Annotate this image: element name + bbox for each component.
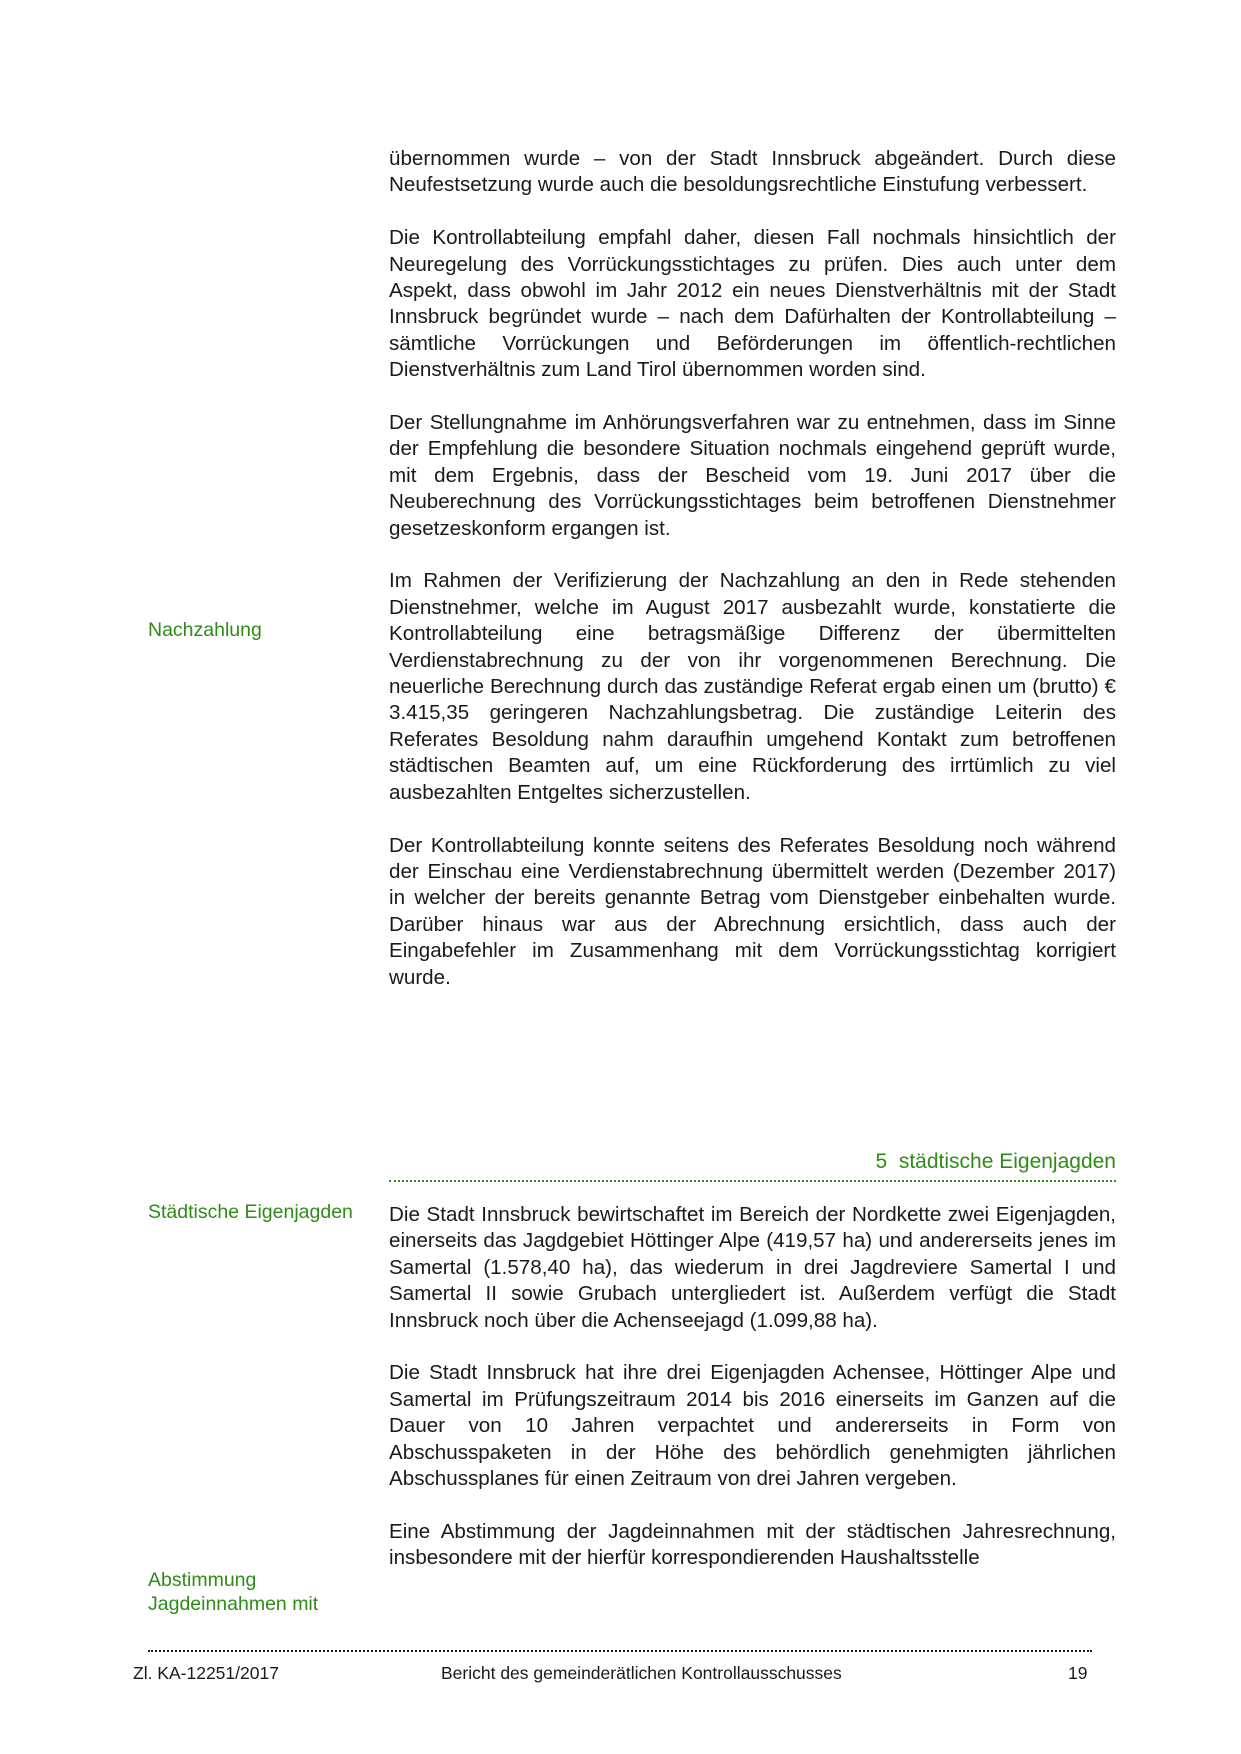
- footer-report-title: Bericht des gemeinderätlichen Kontrollausschusses: [441, 1663, 842, 1683]
- paragraph-6: Die Stadt Innsbruck bewirtschaftet im Bereich der Nordkette zwei Eigenjagden, einerseits das Jagdgebiet Höttinger Alpe (419,57 ha) und andererseits jenes im Samertal (1.578,40 ha), das wiederum in drei Jagdreviere Samertal I und Samertal II sowie Grubach untergliedert ist. Außerdem verfügt die Stadt Innsbruck noch über die Achenseejagd (1.099,88 ha).: [389, 1203, 1116, 1332]
- margin-label-abstimmung: [148, 1569, 378, 1616]
- body-block-1: [389, 146, 1116, 1017]
- footer-page-number: 19: [1068, 1663, 1088, 1683]
- paragraph-1: übernommen wurde – von der Stadt Innsbruck abgeändert. Durch diese Neufestsetzung wurde auch die besoldungsrechtliche Einstufung verbessert.: [389, 147, 1116, 197]
- section-number: 5: [875, 1150, 888, 1173]
- paragraph-7: Die Stadt Innsbruck hat ihre drei Eigenjagden Achensee, Höttinger Alpe und Samertal im Prüfungszeitraum 2014 bis 2016 einerseits im Ganzen auf die Dauer von 10 Jahren verpachtet und andererseits in Form von Abschusspaketen in der Höhe des behördlich genehmigten jährlichen Abschussplanes für einen Zeitraum von drei Jahren vergeben.: [389, 1361, 1116, 1491]
- footer-reference: Zl. KA-12251/2017: [133, 1663, 279, 1683]
- margin-label-abstimmung-line-2: Jagdeinnahmen mit: [148, 1592, 319, 1615]
- paragraph-2: Die Kontrollabteilung empfahl daher, diesen Fall nochmals hinsichtlich der Neuregelung des Vorrückungsstichtages zu prüfen. Dies auch unter dem Aspekt, dass obwohl im Jahr 2012 ein neues Dienstverhältnis mit der Stadt Innsbruck begründet wurde – nach dem Dafürhalten der Kontrollabteilung – sämtliche Vorrückungen und Beförderungen im öffentlich-rechtlichen Dienstverhältnis zum Land Tirol übernommen worden sind.: [389, 226, 1116, 382]
- paragraph-5: Der Kontrollabteilung konnte seitens des Referates Besoldung noch während der Einschau eine Verdienstabrechnung übermittelt werden (Dezember 2017) in welcher der bereits genannte Betrag vom Dienstgeber einbehalten wurde. Darüber hinaus war aus der Abrechnung ersichtlich, dass auch der Eingabefehler im Zusammenhang mit dem Vorrückungsstichtag korrigiert wurde.: [389, 833, 1116, 989]
- footer-rule: [148, 1650, 1092, 1652]
- margin-label-eigenjagden: Städtische Eigenjagden: [148, 1201, 353, 1223]
- section-title: städtische Eigenjagden: [898, 1150, 1116, 1173]
- paragraph-3: Der Stellungnahme im Anhörungsverfahren war zu entnehmen, dass im Sinne der Empfehlung die besondere Situation nochmals eingehend geprüft wurde, mit dem Ergebnis, dass der Bescheid vom 19. Juni 2017 über die Neuberechnung des Vorrückungsstichtages beim betroffenen Dienstnehmer gesetzeskonform ergangen ist.: [389, 411, 1116, 540]
- margin-label-abstimmung-line-1: Abstimmung: [148, 1569, 257, 1591]
- paragraph-8: Eine Abstimmung der Jagdeinnahmen mit der städtischen Jahresrechnung, insbesondere mit der hierfür korrespondierenden Haushaltsstelle: [389, 1519, 1116, 1570]
- section-heading: [389, 1149, 1116, 1175]
- section-heading-rule: [389, 1180, 1116, 1182]
- paragraph-4: Im Rahmen der Verifizierung der Nachzahlung an den in Rede stehenden Dienstnehmer, welche im August 2017 ausbezahlt wurde, konstatierte die Kontrollabteilung eine betragsmäßige Differenz der übermittelten Verdienstabrechnung zu der von ihr vorgenommenen Berechnung. Die neuerliche Berechnung durch das zuständige Referat ergab einen um (brutto) € 3.415,35 geringeren Nachzahlungsbetrag. Die zuständige Leiterin des Referates Besoldung nahm daraufhin umgehend Kontakt zum betroffenen städtischen Beamten auf, um eine Rückforderung des irrtümlich zu viel ausbezahlten Entgeltes sicherzustellen.: [389, 569, 1116, 804]
- margin-label-nachzahlung: Nachzahlung: [148, 619, 262, 641]
- body-block-2: [389, 1202, 1116, 1598]
